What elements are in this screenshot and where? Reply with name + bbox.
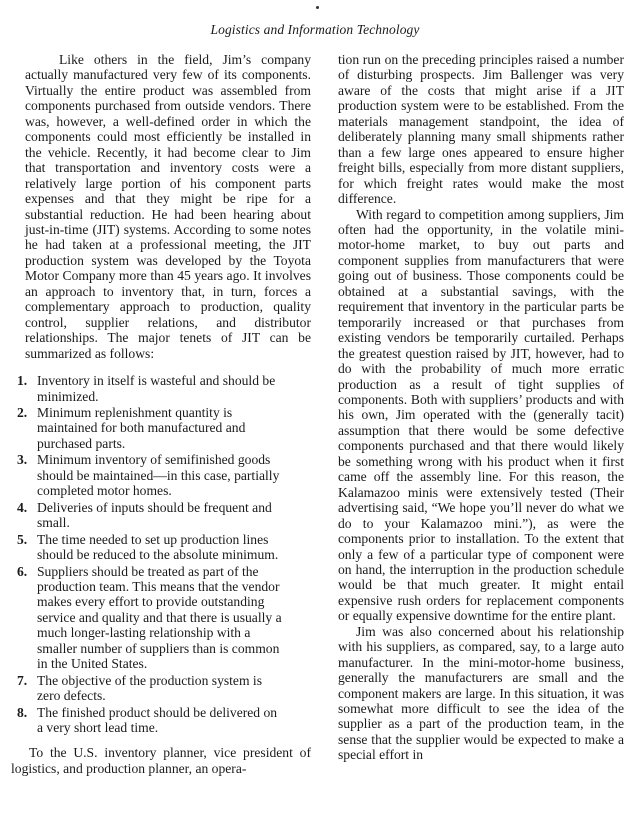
list-item-number: 8. xyxy=(17,704,28,720)
jit-tenets-list xyxy=(11,373,311,735)
list-item xyxy=(11,705,311,736)
list-item-number: 7. xyxy=(17,672,28,688)
right-column xyxy=(338,52,624,763)
list-item-text: Suppliers should be treated as part of the production team. This means that the vendor makes every effort to provide outstanding service and quality and that there is usually a much longer-lasting relationship with a smaller number of suppliers than is common in the United States. xyxy=(37,563,282,672)
list-item-text: The finished product should be delivered on a very short lead time. xyxy=(37,704,278,736)
left-column xyxy=(11,52,311,776)
list-item-text: Inventory in itself is wasteful and should be minimized. xyxy=(37,373,276,404)
intro-paragraph: Like others in the field, Jim’s company actually manufactured very few of its components. Virtually the entire product was assembled from components purchased from outside vendors. There was, however, a well-defined order in which the components could most efficiently be installed in the vehicle. Recently, it had become clear to Jim that transportation and inventory costs were a relatively large portion of his component parts expenses and that they might be ripe for a substantial reduction. He had been hearing about just-in-time (JIT) systems. According to some notes he had taken at a professional meeting, the JIT production system was developed by the Toyota Motor Company more than 45 years ago. It involves an approach to inventory that, in turn, forces a complementary approach to production, quality control, supplier relations, and distributor relationships. The major tenets of JIT can be summarized as follows: xyxy=(25,52,311,361)
list-item-text: The time needed to set up production lines should be reduced to the absolute minimum. xyxy=(37,531,279,563)
list-item xyxy=(11,405,311,451)
list-item-number: 2. xyxy=(17,404,28,420)
list-item xyxy=(11,673,311,704)
list-item-text: The objective of the production system is zero defects. xyxy=(37,672,263,704)
list-item-number: 6. xyxy=(17,563,28,579)
continuation-paragraph: tion run on the preceding principles raised a number of disturbing prospects. Jim Ballenger was very aware of the costs that might arise if a JIT production system were to be established. From the materials management standpoint, the idea of deliberately planning many small shipments rather than a few large ones appeared to ensure higher freight bills, especially from more distant suppliers, for which freight rates would make the most difference. xyxy=(338,52,624,207)
closing-paragraph: To the U.S. inventory planner, vice president of logistics, and production planner, an opera- xyxy=(11,745,311,776)
list-item xyxy=(11,564,311,672)
list-item-number: 4. xyxy=(17,499,28,515)
list-item xyxy=(11,373,311,404)
list-item-number: 5. xyxy=(17,531,28,547)
competition-paragraph: With regard to competition among suppliers, Jim often had the opportunity, in the volatile mini-motor-home market, to buy out parts and component supplies from manufacturers that were going out of business. Those components could be obtained at a substantial savings, with the requirement that inventory in the particular parts be temporarily increased or that purchases from existing vendors be temporarily curtailed. Perhaps the greatest question raised by JIT, however, had to do with the probability of much more erratic production as a result of tight supplies of components. Both with suppliers’ products and with his own, Jim operated with the (generally tacit) assumption that there would be some defective components purchased and that there would likely be something wrong with his product when it first came off the assembly line. For this reason, the Kalamazoo minis were extensively tested (Their advertising said, “We hope you’ll never do what we do to your Kalamazoo mini.”), as were the components prior to installation. To the extent that only a few of a particular type of component were on hand, the interruption in the production schedule would be that much greater. It might entail expensive rush orders for replacement components or equally expensive downtime for the entire plant. xyxy=(338,206,624,624)
running-header: Logistics and Information Technology xyxy=(210,22,420,37)
page-mark xyxy=(316,6,319,9)
list-item xyxy=(11,452,311,498)
list-item-text: Minimum inventory of semifinished goods should be maintained—in this case, partially completed motor homes. xyxy=(37,452,280,499)
list-item-text: Deliveries of inputs should be frequent and small. xyxy=(37,499,272,531)
list-item-number: 3. xyxy=(17,452,28,468)
list-item xyxy=(11,500,311,531)
list-item xyxy=(11,532,311,563)
list-item-number: 1. xyxy=(17,373,28,389)
relationship-paragraph: Jim was also concerned about his relationship with his suppliers, as compared, say, to a large auto manufacturer. In the mini-motor-home business, generally the manufacturers are small and the component makers are large. In this situation, it was somewhat more difficult to see the idea of the supplier as a part of the production team, in the sense that the supplier would be expected to make a special effort in xyxy=(338,623,624,763)
list-item-text: Minimum replenishment quantity is maintained for both manufactured and purchased parts. xyxy=(37,404,246,451)
